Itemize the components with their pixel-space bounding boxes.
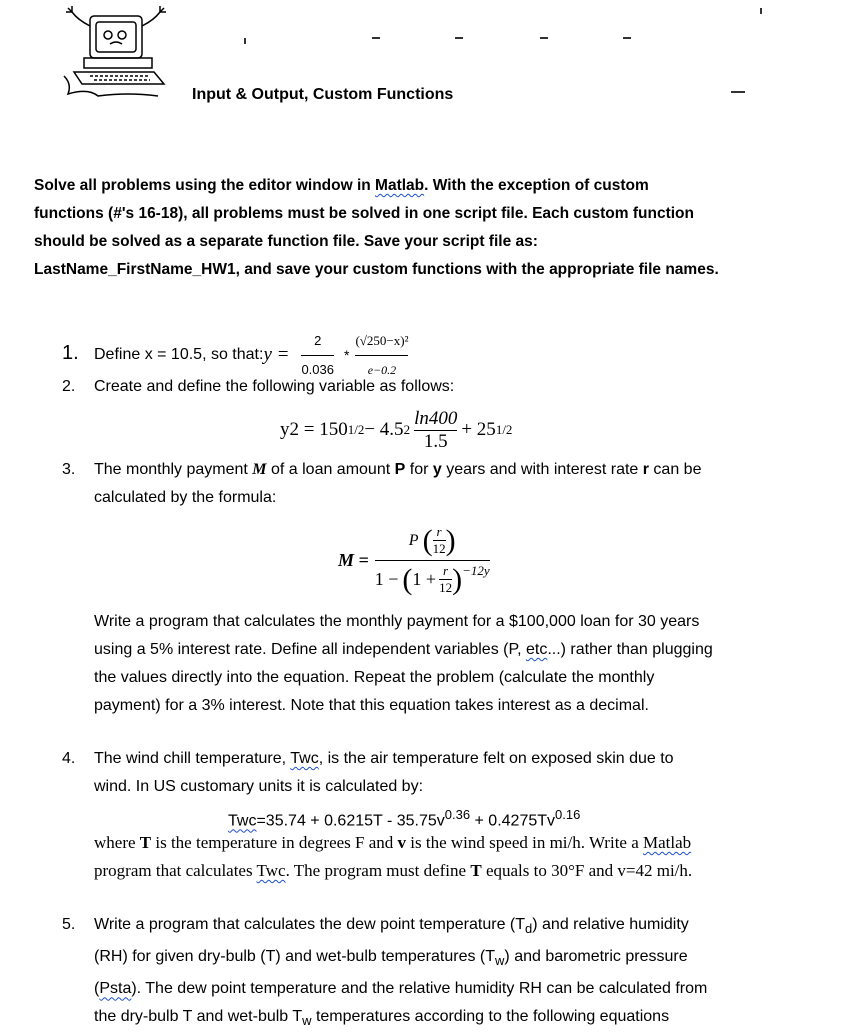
- problem-2-equation: y2 = 150 1/2 − 4.5 2 $\frac{\ln 400}{1.5}$ + 25 1/2: [280, 407, 513, 452]
- problem-4-text: The wind chill temperature, Twc, is the air temperature felt on exposed skin due to wind. In US customary units it is calculated by:: [94, 750, 674, 795]
- problem-2-number: 2.: [62, 378, 76, 395]
- problem-5-text: Write a program that calculates the dew point temperature $(T_d)$ and relative humidity (RH) for given dry-bulb (T) and wet-bulb temperatures $(T_w)$ and barometric pressure (Psta). The dew point temperature and the relative humidity RH can be calculated from the dry-bulb T and wet-bulb $T_w$ temperatures according to the following equations: [94, 916, 708, 1029]
- scan-mark: [760, 8, 762, 14]
- problem-1-number: 1.: [62, 342, 79, 364]
- problem-5-number: 5.: [62, 916, 76, 933]
- scan-mark: [731, 91, 745, 93]
- problem-3-number: 3.: [62, 461, 76, 478]
- intro-paragraph: [34, 172, 834, 284]
- intro-line: functions (#'s 16-18), all problems must be solved in one script file. Each custom function: [34, 205, 694, 222]
- problem-4-description: where T is the temperature in degrees F and v is the wind speed in mi/h. Write a Matlab program that calculates Twc. The program must define T equals to 30°F and v=42 mi/h.: [94, 833, 693, 880]
- scan-mark: [455, 37, 463, 39]
- scan-mark: [623, 37, 631, 39]
- problem-3-description: Write a program that calculates the monthly payment for a $100,000 loan for 30 years using a 5% interest rate. Define all independent variables (P, etc...) rather than plugging the values directly into the equation. Repeat the problem (calculate the monthly payment) for a 3% interest. Note that this equation takes interest as a decimal.: [94, 613, 713, 714]
- problem-4-formula: $Twc=35.74 + 0.6215T - 35.75v^{0.36} + 0.4275Tv^{0.16}$: [228, 807, 581, 830]
- problem-1: Define x = 10.5, so that: y = $\frac{2}{0.036}$ * $\frac{\text{(√250−x)²}}{e-0.2}$: [94, 332, 409, 377]
- problem-3-text: The monthly payment M of a loan amount P for y years and with interest rate r can be calculated by the formula:: [94, 461, 702, 506]
- intro-line: LastName_FirstName_HW1, and save your custom functions with the appropriate file names.: [34, 261, 719, 278]
- problem-4-number: 4.: [62, 750, 76, 767]
- intro-line: should be solved as a separate function file. Save your script file as:: [34, 233, 538, 250]
- problem-2-text: Create and define the following variable as follows:: [94, 378, 455, 395]
- page-title: Input & Output, Custom Functions: [192, 86, 454, 103]
- scan-mark: [244, 38, 246, 44]
- intro-line: Solve all problems using the editor window in Matlab. With the exception of custom: [34, 177, 649, 194]
- scan-mark: [540, 37, 548, 39]
- scan-mark: [372, 37, 380, 39]
- computer-cartoon-logo: [60, 6, 185, 101]
- problem-3-formula: M = P ( $\frac{r}{12}$ ) 1 − ( 1 + $\frac{r}{12}$ ) $^{-12y}$: [338, 523, 490, 596]
